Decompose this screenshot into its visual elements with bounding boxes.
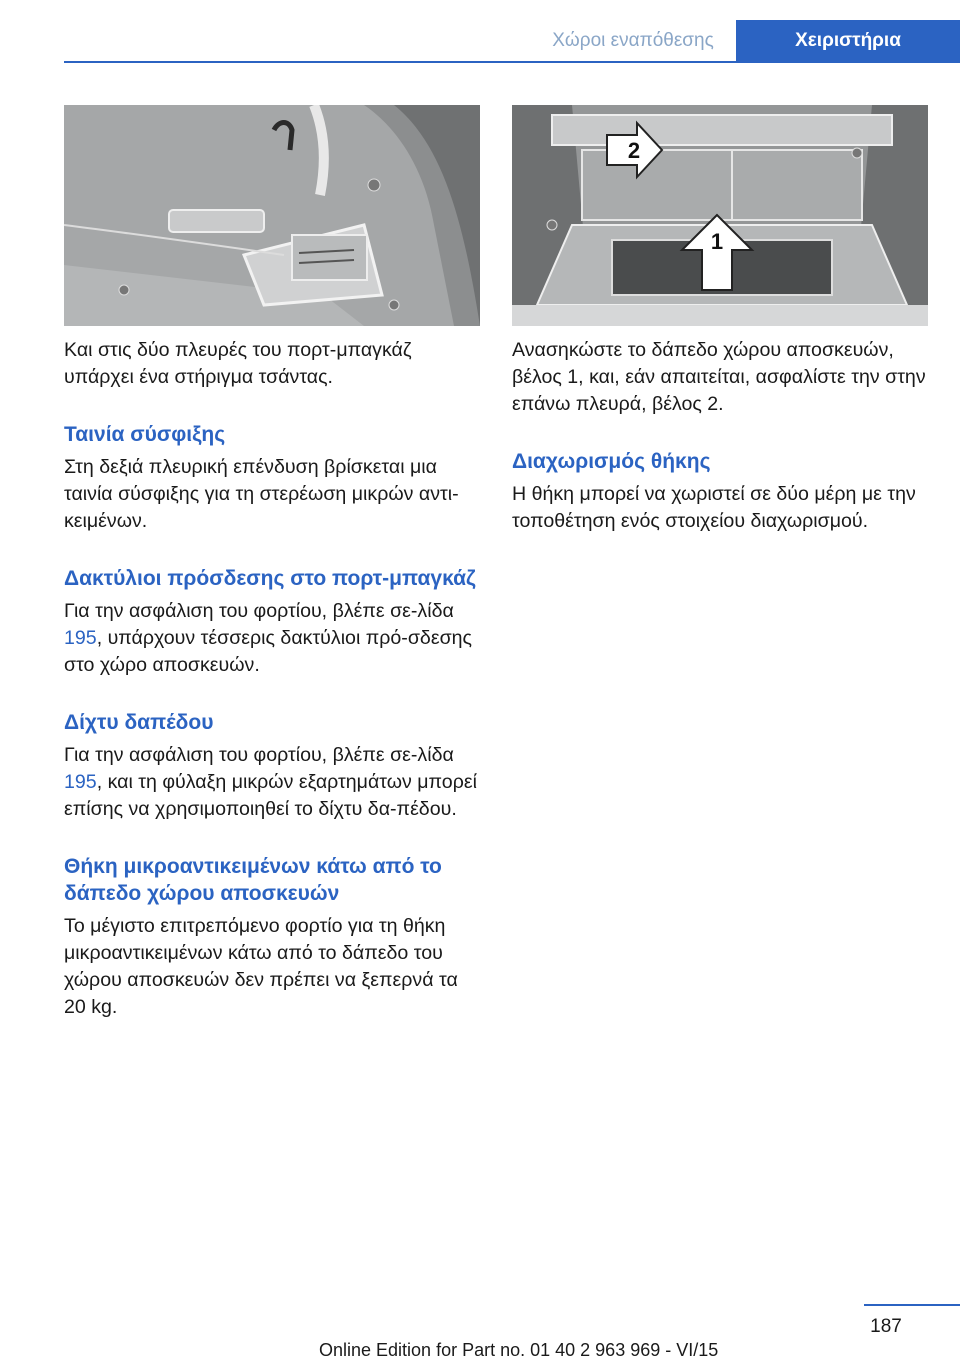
box-divider-heading: Διαχωρισμός θήκης: [512, 450, 711, 473]
lashing-eyes-heading: Δακτύλιοι πρόσδεσης στο πορτ-μπαγκάζ: [64, 567, 476, 590]
right-column: [512, 337, 928, 535]
chapter-tab[interactable]: Χειριστήρια: [736, 20, 960, 62]
lashing-eyes-text-a: Για την ασφάλιση του φορτίου, βλέπε σε-λίδα: [64, 600, 454, 622]
underfloor-box-heading: Θήκη μικροαντικειμένων κάτω από το δάπεδο χώρου αποσκευών: [64, 855, 442, 905]
lift-floor-text: Ανασηκώστε το δάπεδο χώρου αποσκευών, βέλος 1, και, εάν απαιτείται, ασφαλίστε την στην επάνω πλευρά, βέλος 2.: [512, 339, 926, 415]
trunk-floor-illustration: [512, 105, 928, 326]
box-divider-text: Η θήκη μπορεί να χωριστεί σε δύο μέρη με την τοποθέτηση ενός στοιχείου διαχωρισμού.: [512, 483, 916, 532]
strap-text: Στη δεξιά πλευρική επένδυση βρίσκεται μια ταινία σύσφιξης για τη στερέωση μικρών αντι-κειμένων.: [64, 456, 459, 532]
trunk-side-illustration: [64, 105, 480, 326]
bag-hook-text: Και στις δύο πλευρές του πορτ-μπαγκάζ υπάρχει ένα στήριγμα τσάντας.: [64, 339, 412, 388]
trunk-floor-drawing: [512, 105, 928, 326]
header-rule: [64, 61, 960, 63]
lashing-eyes-text: [64, 598, 480, 679]
section-tab[interactable]: Χώροι εναπόθεσης: [552, 30, 714, 51]
underfloor-box-text: Το μέγιστο επιτρεπόμενο φορτίο για τη θήκη μικροαντικειμένων κάτω από το δάπεδο του χώρου αποσκευών δεν πρέπει να ξεπερνά τα 20 kg.: [64, 915, 458, 1018]
arrow-2-label: 2: [627, 138, 641, 163]
trunk-side-drawing: [64, 105, 480, 326]
floor-net-text-b: , και τη φύλαξη μικρών εξαρτημάτων μπορεί επίσης να χρησιμοποιηθεί το δίχτυ δα-πέδου.: [64, 771, 477, 820]
floor-net-heading: Δίχτυ δαπέδου: [64, 711, 214, 734]
floor-net-text-a: Για την ασφάλιση του φορτίου, βλέπε σε-λίδα: [64, 744, 454, 766]
header-tabs: [530, 20, 960, 62]
page-link-195-b[interactable]: 195: [64, 771, 97, 793]
footer-rule: [864, 1304, 960, 1306]
arrow-1-label: 1: [710, 229, 724, 254]
edition-text: Online Edition for Part no. 01 40 2 963 969 - VI/15: [319, 1340, 719, 1360]
strap-heading: Ταινία σύσφιξης: [64, 423, 226, 446]
page-link-195[interactable]: 195: [64, 627, 97, 649]
left-column: [64, 337, 480, 1021]
page-number: 187: [870, 1316, 902, 1337]
lashing-eyes-text-b: , υπάρχουν τέσσερις δακτύλιοι πρό-σδεσης στο χώρο αποσκευών.: [64, 627, 472, 676]
floor-net-text: [64, 742, 480, 823]
